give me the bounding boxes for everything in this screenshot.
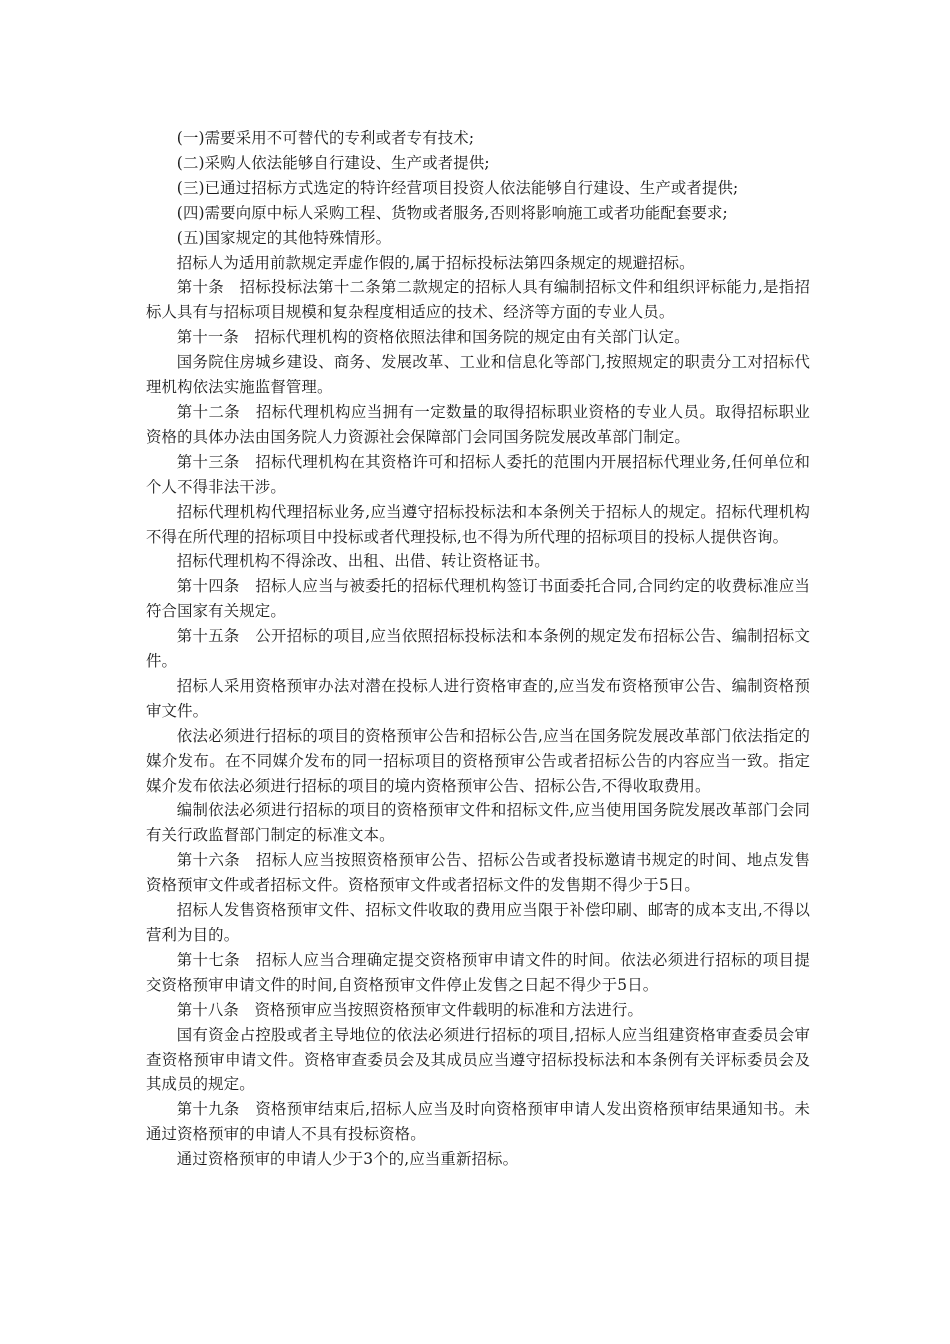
article-15-prequalification: 招标人采用资格预审办法对潜在投标人进行资格审查的,应当发布资格预审公告、编制资格预审文件。 <box>146 676 810 720</box>
article-11: 第十一条 招标代理机构的资格依照法律和国务院的规定由有关部门认定。 <box>176 328 690 347</box>
paragraph-item-5: (五)国家规定的其他特殊情形。 <box>176 228 392 247</box>
article-13-agency-rules: 招标代理机构代理招标业务,应当遵守招标投标法和本条例关于招标人的规定。招标代理机构不得在所代理的招标项目中投标或者代理投标,也不得为所代理的招标项目的投标人提供咨询。 <box>146 502 810 546</box>
paragraph-item-3: (三)已通过招标方式选定的特许经营项目投资人依法能够自行建设、生产或者提供; <box>176 178 739 197</box>
article-11-supervision: 国务院住房城乡建设、商务、发展改革、工业和信息化等部门,按照规定的职责分工对招标代理机构依法实施监督管理。 <box>146 353 810 397</box>
paragraph-item-2: (二)采购人依法能够自行建设、生产或者提供; <box>176 153 490 172</box>
article-16: 第十六条 招标人应当按照资格预审公告、招标公告或者投标邀请书规定的时间、地点发售资格预审文件或者招标文件。资格预审文件或者招标文件的发售期不得少于5日。 <box>146 851 810 895</box>
article-15: 第十五条 公开招标的项目,应当依照招标投标法和本条例的规定发布招标公告、编制招标文件。 <box>146 627 810 671</box>
article-13-certificate-rule: 招标代理机构不得涂改、出租、出借、转让资格证书。 <box>176 552 550 571</box>
paragraph-item-1: (一)需要采用不可替代的专利或者专有技术; <box>176 129 475 147</box>
article-16-fees: 招标人发售资格预审文件、招标文件收取的费用应当限于补偿印刷、邮寄的成本支出,不得以营利为目的。 <box>146 901 810 944</box>
article-19: 第十九条 资格预审结束后,招标人应当及时向资格预审申请人发出资格预审结果通知书。未通过资格预审的申请人不具有投标资格。 <box>146 1100 810 1144</box>
article-19-rebid: 通过资格预审的申请人少于3个的,应当重新招标。 <box>176 1150 519 1169</box>
article-13: 第十三条 招标代理机构在其资格许可和招标人委托的范围内开展招标代理业务,任何单位和个人不得非法干涉。 <box>146 452 810 496</box>
article-18-review-committee: 国有资金占控股或者主导地位的依法必须进行招标的项目,招标人应当组建资格审查委员会审查资格预审申请文件。资格审查委员会及其成员应当遵守招标投标法和本条例有关评标委员会及其成员的规定。 <box>146 1025 810 1094</box>
paragraph-evasion-note: 招标人为适用前款规定弄虚作假的,属于招标投标法第四条规定的规避招标。 <box>176 253 695 272</box>
document-page <box>146 126 810 1172</box>
article-18: 第十八条 资格预审应当按照资格预审文件载明的标准和方法进行。 <box>176 1000 644 1019</box>
article-10: 第十条 招标投标法第十二条第二款规定的招标人具有编制招标文件和组织评标能力,是指招标人具有与招标项目规模和复杂程度相适应的技术、经济等方面的专业人员。 <box>146 278 810 322</box>
paragraph-item-4: (四)需要向原中标人采购工程、货物或者服务,否则将影响施工或者功能配套要求; <box>176 203 728 222</box>
article-15-media: 依法必须进行招标的项目的资格预审公告和招标公告,应当在国务院发展改革部门依法指定的媒介发布。在不同媒介发布的同一招标项目的资格预审公告或者招标公告的内容应当一致。指定媒介发布依法必须进行招标的项目的境内资格预审公告、招标公告,不得收取费用。 <box>146 726 810 795</box>
article-14: 第十四条 招标人应当与被委托的招标代理机构签订书面委托合同,合同约定的收费标准应当符合国家有关规定。 <box>146 577 810 621</box>
article-12: 第十二条 招标代理机构应当拥有一定数量的取得招标职业资格的专业人员。取得招标职业资格的具体办法由国务院人力资源社会保障部门会同国务院发展改革部门制定。 <box>146 402 810 446</box>
article-15-standard-text: 编制依法必须进行招标的项目的资格预审文件和招标文件,应当使用国务院发展改革部门会同有关行政监督部门制定的标准文本。 <box>146 801 810 845</box>
article-17: 第十七条 招标人应当合理确定提交资格预审申请文件的时间。依法必须进行招标的项目提交资格预审申请文件的时间,自资格预审文件停止发售之日起不得少于5日。 <box>146 950 810 994</box>
